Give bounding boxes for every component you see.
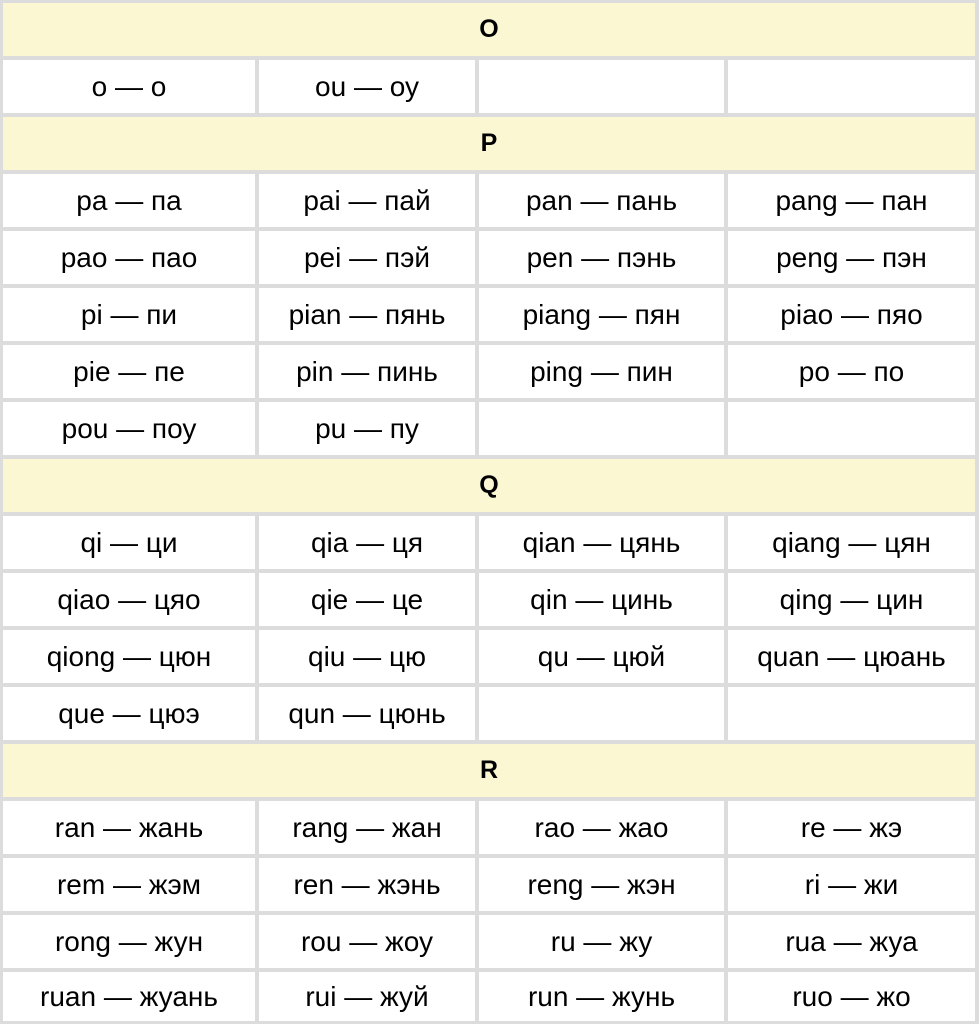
- table-cell: pei — пэй: [259, 231, 475, 284]
- table-cell: pao — пао: [3, 231, 255, 284]
- table-cell: rong — жун: [3, 915, 255, 968]
- table-cell: rui — жуй: [259, 972, 475, 1021]
- table-cell: ran — жань: [3, 801, 255, 854]
- table-cell: [728, 60, 975, 113]
- table-cell: pin — пинь: [259, 345, 475, 398]
- table-cell: rou — жоу: [259, 915, 475, 968]
- table-cell: pian — пянь: [259, 288, 475, 341]
- table-cell: pou — поу: [3, 402, 255, 455]
- table-cell: qia — ця: [259, 516, 475, 569]
- table-row: [3, 573, 975, 626]
- table-row: [3, 972, 975, 1021]
- table-cell: rem — жэм: [3, 858, 255, 911]
- table-cell: ruan — жуань: [3, 972, 255, 1021]
- table-cell: qin — цинь: [479, 573, 724, 626]
- table-cell: reng — жэн: [479, 858, 724, 911]
- table-cell: ren — жэнь: [259, 858, 475, 911]
- table-cell: qiu — цю: [259, 630, 475, 683]
- table-cell: pi — пи: [3, 288, 255, 341]
- table-cell: qian — цянь: [479, 516, 724, 569]
- table-cell: ru — жу: [479, 915, 724, 968]
- section-header-o: [3, 3, 975, 56]
- section-letter: P: [480, 129, 498, 157]
- table-cell: qi — ци: [3, 516, 255, 569]
- table-cell: rang — жан: [259, 801, 475, 854]
- table-cell: ou — оу: [259, 60, 475, 113]
- table-cell: pan — пань: [479, 174, 724, 227]
- table-cell: po — по: [728, 345, 975, 398]
- table-row: [3, 687, 975, 740]
- table-row: [3, 345, 975, 398]
- table-cell: [728, 402, 975, 455]
- table-cell: run — жунь: [479, 972, 724, 1021]
- table-cell: rao — жао: [479, 801, 724, 854]
- table-cell: qun — цюнь: [259, 687, 475, 740]
- table-row: [3, 630, 975, 683]
- table-cell: qing — цин: [728, 573, 975, 626]
- table-row: [3, 174, 975, 227]
- table-row: [3, 915, 975, 968]
- table-row: [3, 288, 975, 341]
- table-cell: [479, 60, 724, 113]
- section-header-r: [3, 744, 975, 797]
- table-cell: o — o: [3, 60, 255, 113]
- table-cell: qie — це: [259, 573, 475, 626]
- table-row: [3, 60, 975, 113]
- table-cell: pang — пан: [728, 174, 975, 227]
- table-cell: pai — пай: [259, 174, 475, 227]
- table-cell: rua — жуа: [728, 915, 975, 968]
- table-cell: peng — пэн: [728, 231, 975, 284]
- table-cell: ping — пин: [479, 345, 724, 398]
- table-cell: qiang — цян: [728, 516, 975, 569]
- table-cell: qiong — цюн: [3, 630, 255, 683]
- table-cell: [728, 687, 975, 740]
- table-cell: pu — пу: [259, 402, 475, 455]
- table-cell: pie — пе: [3, 345, 255, 398]
- table-cell: piang — пян: [479, 288, 724, 341]
- table-cell: ruo — жо: [728, 972, 975, 1021]
- table-row: [3, 801, 975, 854]
- table-row: [3, 231, 975, 284]
- table-cell: [479, 402, 724, 455]
- table-row: [3, 402, 975, 455]
- table-cell: quan — цюань: [728, 630, 975, 683]
- table-row: [3, 858, 975, 911]
- section-letter: Q: [479, 471, 499, 499]
- table-cell: [479, 687, 724, 740]
- table-row: [3, 516, 975, 569]
- table-cell: pen — пэнь: [479, 231, 724, 284]
- section-letter: R: [479, 756, 499, 784]
- table-cell: pa — па: [3, 174, 255, 227]
- table-cell: qiao — цяо: [3, 573, 255, 626]
- table-cell: re — жэ: [728, 801, 975, 854]
- section-letter: O: [479, 15, 499, 43]
- table-cell: ri — жи: [728, 858, 975, 911]
- section-header-p: [3, 117, 975, 170]
- table-cell: que — цюэ: [3, 687, 255, 740]
- table-cell: qu — цюй: [479, 630, 724, 683]
- section-header-q: [3, 459, 975, 512]
- table-cell: piao — пяо: [728, 288, 975, 341]
